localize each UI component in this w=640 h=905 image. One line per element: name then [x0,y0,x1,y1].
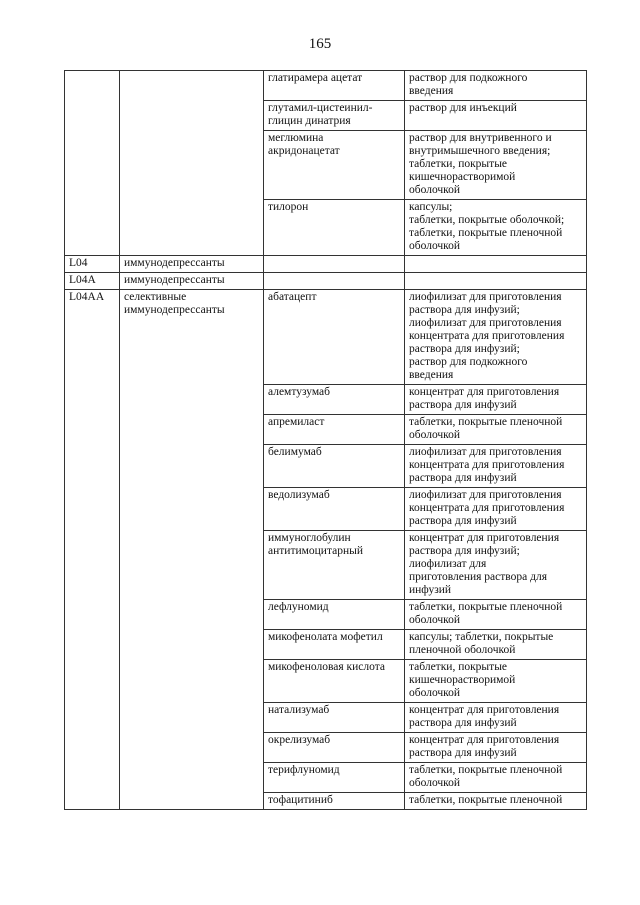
dosage-form-cell: лиофилизат для приготовления концентрата для приготовления раствора для инфузий [405,488,587,531]
dosage-form-cell: раствор для инъекций [405,101,587,131]
group-name-cell: иммунодепрессанты [120,256,264,273]
dosage-form-cell [405,273,587,290]
table-row [65,256,587,273]
drug-name-cell: микофеноловая кислота [264,660,405,703]
dosage-form-cell: таблетки, покрытые пленочной оболочкой [405,600,587,630]
drug-name-cell: микофенолата мофетил [264,630,405,660]
atc-code-cell: L04 [65,256,120,273]
dosage-form-cell: концентрат для приготовления раствора для инфузий [405,385,587,415]
dosage-form-cell: таблетки, покрытые пленочной [405,793,587,810]
dosage-form-cell: концентрат для приготовления раствора для инфузий; лиофилизат для приготовления раствора для инфузий [405,531,587,600]
drug-name-cell: глатирамера ацетат [264,71,405,101]
dosage-form-cell: лиофилизат для приготовления раствора для инфузий; лиофилизат для приготовления концентрата для приготовления раствора для инфузий; раствор для подкожного введения [405,290,587,385]
drug-name-cell: абатацепт [264,290,405,385]
group-name-cell: селективные иммунодепрессанты [120,290,264,810]
dosage-form-cell: лиофилизат для приготовления концентрата для приготовления раствора для инфузий [405,445,587,488]
drug-name-cell: меглюмина акридонацетат [264,131,405,200]
drug-name-cell [264,256,405,273]
dosage-form-cell: раствор для внутривенного и внутримышечного введения; таблетки, покрытые кишечнорастворимой оболочкой [405,131,587,200]
drug-table [64,70,587,810]
atc-code-cell: L04A [65,273,120,290]
drug-name-cell: ведолизумаб [264,488,405,531]
dosage-form-cell: капсулы; таблетки, покрытые оболочкой; таблетки, покрытые пленочной оболочкой [405,200,587,256]
table-row [65,71,587,101]
atc-code-cell [65,71,120,256]
dosage-form-cell: концентрат для приготовления раствора для инфузий [405,733,587,763]
dosage-form-cell: таблетки, покрытые кишечнорастворимой оболочкой [405,660,587,703]
drug-name-cell: лефлуномид [264,600,405,630]
drug-name-cell: натализумаб [264,703,405,733]
table-row [65,290,587,385]
group-name-cell [120,71,264,256]
drug-name-cell [264,273,405,290]
dosage-form-cell: концентрат для приготовления раствора для инфузий [405,703,587,733]
table-row [65,273,587,290]
drug-name-cell: глутамил-цистеинил- глицин динатрия [264,101,405,131]
page-number: 165 [308,36,332,52]
drug-name-cell: иммуноглобулин антитимоцитарный [264,531,405,600]
drug-name-cell: алемтузумаб [264,385,405,415]
drug-name-cell: тилорон [264,200,405,256]
drug-name-cell: окрелизумаб [264,733,405,763]
dosage-form-cell: таблетки, покрытые пленочной оболочкой [405,415,587,445]
group-name-cell: иммунодепрессанты [120,273,264,290]
atc-code-cell: L04AA [65,290,120,810]
dosage-form-cell: таблетки, покрытые пленочной оболочкой [405,763,587,793]
drug-name-cell: терифлуномид [264,763,405,793]
dosage-form-cell: капсулы; таблетки, покрытые пленочной оболочкой [405,630,587,660]
dosage-form-cell: раствор для подкожного введения [405,71,587,101]
dosage-form-cell [405,256,587,273]
drug-name-cell: белимумаб [264,445,405,488]
drug-name-cell: тофацитиниб [264,793,405,810]
drug-name-cell: апремиласт [264,415,405,445]
